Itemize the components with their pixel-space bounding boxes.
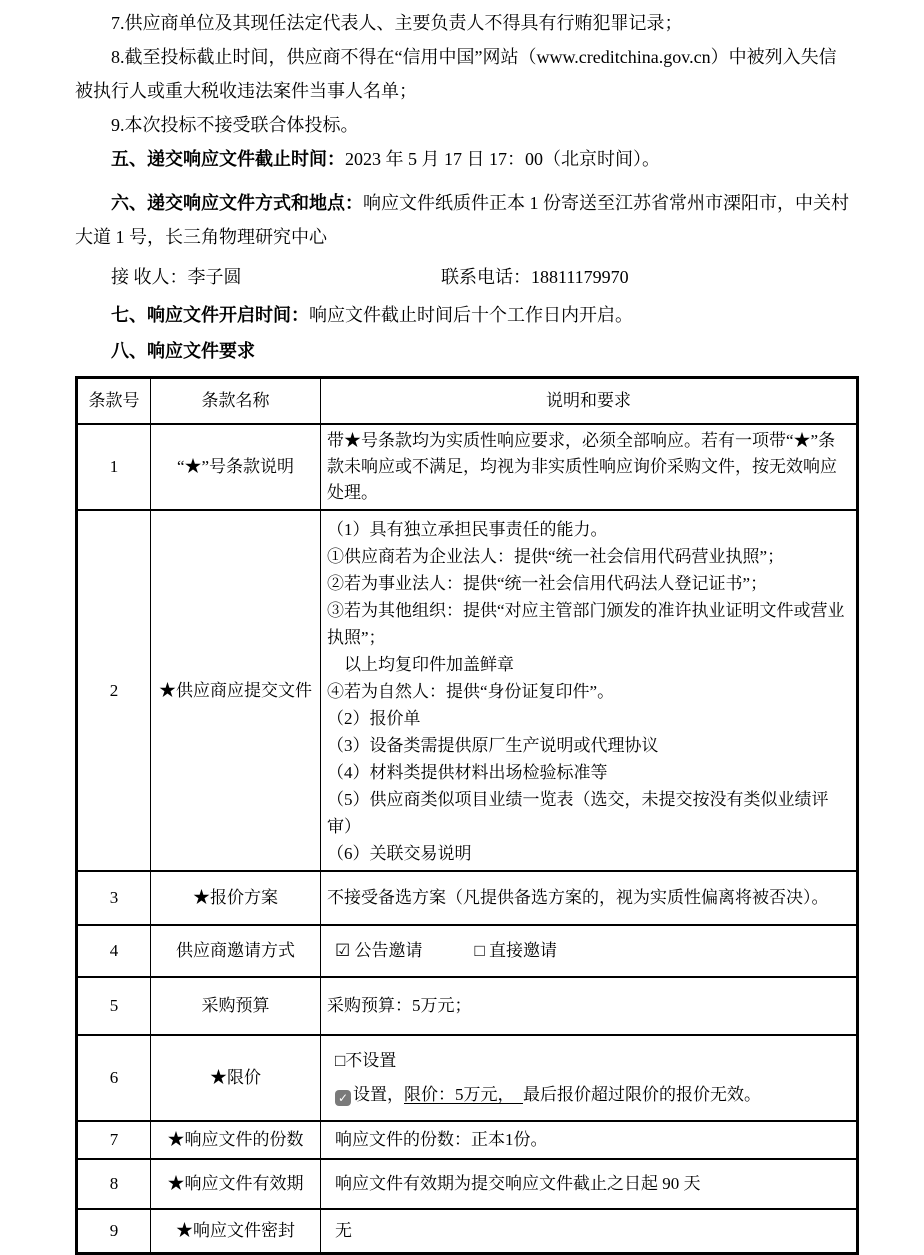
text-segment: （1）具有独立承担民事责任的能力。 [327,520,608,539]
table-row [77,424,858,510]
unchecked-checkbox-icon: □ [335,1051,346,1070]
clause-name-cell: ★响应文件有效期 [151,1159,321,1209]
description-line [335,1171,852,1197]
paragraph-9: 9.本次投标不接受联合体投标。 [111,115,359,135]
section-5-value: 2023 年 5 月 17 日 17：00（北京时间）。 [345,149,660,169]
text-segment: 直接邀请 [484,941,558,960]
text-segment: （4）材料类提供材料出场检验标准等 [327,763,608,782]
description-line [327,786,852,840]
table-row [77,510,858,871]
text-segment: 带★号条款均为实质性响应要求，必须全部响应。若有一项带“★”条款未响应或不满足，均视为非实质性响应询价采购文件，按无效响应处理。 [327,431,837,502]
clause-description-cell [321,424,858,510]
text-segment: ①供应商若为企业法人：提供“统一社会信用代码营业执照”； [327,547,785,566]
text-segment: （3）设备类需提供原厂生产说明或代理协议 [327,736,659,755]
section-5-label: 五、递交响应文件截止时间： [111,149,345,169]
description-line [327,840,852,867]
description-line [327,678,852,705]
col-header-description: 说明和要求 [321,378,858,425]
clause-number-cell: 7 [77,1121,151,1159]
description-line [335,1127,852,1153]
col-header-clause-number: 条款号 [77,378,151,425]
text-segment: 响应文件的份数：正本1份。 [335,1130,548,1149]
description-line [335,1044,852,1078]
text-segment: （6）关联交易说明 [327,844,472,863]
clause-description-cell [321,977,858,1035]
text-segment: 响应文件有效期为提交响应文件截止之日起 90 天 [335,1174,701,1193]
section-6-delivery [75,186,854,254]
text-segment: ③若为其他组织：提供“对应主管部门颁发的准许执业证明文件或营业执照”； [327,601,845,647]
section-8-heading: 八、响应文件要求 [111,341,255,361]
clause-name-cell: ★报价方案 [151,871,321,925]
clause-number-cell: 9 [77,1209,151,1254]
clause-description-cell [321,925,858,977]
requirements-table [75,376,859,1255]
gray-checked-checkbox-icon: ✓ [335,1090,351,1106]
clause-number-cell: 3 [77,871,151,925]
clause-description-cell [321,510,858,871]
col-header-clause-name: 条款名称 [151,378,321,425]
text-segment: 公告邀请 [350,941,423,960]
clause-name-cell: ★限价 [151,1035,321,1121]
contact-phone: 联系电话：18811179970 [441,267,629,287]
table-header-row [77,378,858,425]
table-row [77,1121,858,1159]
text-segment: ②若为事业法人：提供“统一社会信用代码法人登记证书”； [327,574,768,593]
section-7-value: 响应文件截止时间后十个工作日内开启。 [309,305,633,325]
table-row [77,1159,858,1209]
description-line [327,885,852,911]
clause-description-cell [321,1159,858,1209]
clause-description-cell [321,1121,858,1159]
clause-name-cell: 采购预算 [151,977,321,1035]
description-line [327,993,852,1019]
contact-line [75,260,854,294]
section-7-opening-time [75,298,854,332]
text-segment: ④若为自然人：提供“身份证复印件”。 [327,682,615,701]
text-segment: 最后报价超过限价的报价无效。 [523,1085,761,1104]
description-line [327,759,852,786]
description-line [327,705,852,732]
contact-receiver: 接 收人：李子圆 [111,267,242,287]
clause-description-cell [321,1035,858,1121]
clause-name-cell: ★响应文件密封 [151,1209,321,1254]
clause-name-cell: 供应商邀请方式 [151,925,321,977]
clause-number-cell: 1 [77,424,151,510]
clause-name-cell: ★供应商应提交文件 [151,510,321,871]
table-row [77,1209,858,1254]
section-7-label: 七、响应文件开启时间： [111,305,309,325]
clause-number-cell: 8 [77,1159,151,1209]
table-row [77,977,858,1035]
clause-number-cell: 2 [77,510,151,871]
clause-name-cell: “★”号条款说明 [151,424,321,510]
clause-number-cell: 4 [77,925,151,977]
text-segment: 不设置 [345,1051,397,1070]
clause-name-cell: ★响应文件的份数 [151,1121,321,1159]
description-line [327,516,852,543]
clause-number-cell: 5 [77,977,151,1035]
paragraph-8: 8.截至投标截止时间，供应商不得在“信用中国”网站（www.creditchina.gov.cn）中被列入失信被执行人或重大税收违法案件当事人名单； [75,47,837,101]
description-line [327,543,852,570]
description-line [327,732,852,759]
description-line [327,570,852,597]
table-row [77,925,858,977]
description-line [327,428,852,506]
table-row [77,871,858,925]
text-segment: 以上均复印件加盖鲜章 [327,655,514,674]
text-segment: 采购预算：5万元； [327,996,472,1015]
text-segment: （5）供应商类似项目业绩一览表（选交，未提交按没有类似业绩评审） [327,790,829,836]
clause-description-cell [321,871,858,925]
section-5-deadline [75,142,854,176]
clause-description-cell [321,1209,858,1254]
text-segment: 限价：5万元， [404,1085,523,1104]
description-line [327,597,852,651]
description-line [327,651,852,678]
unchecked-checkbox-icon: □ [474,941,485,960]
text-segment: 不接受备选方案（凡提供备选方案的，视为实质性偏离将被否决）。 [327,888,829,907]
description-line [335,1218,852,1244]
table-row [77,1035,858,1121]
text-segment: 设置， [353,1085,404,1104]
clause-number-cell: 6 [77,1035,151,1121]
text-segment: 无 [335,1221,352,1240]
section-6-label: 六、递交响应文件方式和地点： [111,193,363,213]
checked-checkbox-icon: ☑ [335,941,351,960]
text-segment: （2）报价单 [327,709,421,728]
description-line [335,938,852,964]
description-line [335,1078,852,1112]
paragraph-7: 7.供应商单位及其现任法定代表人、主要负责人不得具有行贿犯罪记录； [111,13,683,33]
section-6-value: 响应文件纸质件正本 1 份寄送至江苏省常州市溧阳市，中关村大道 1 号，长三角物理研究中心 [75,193,849,247]
